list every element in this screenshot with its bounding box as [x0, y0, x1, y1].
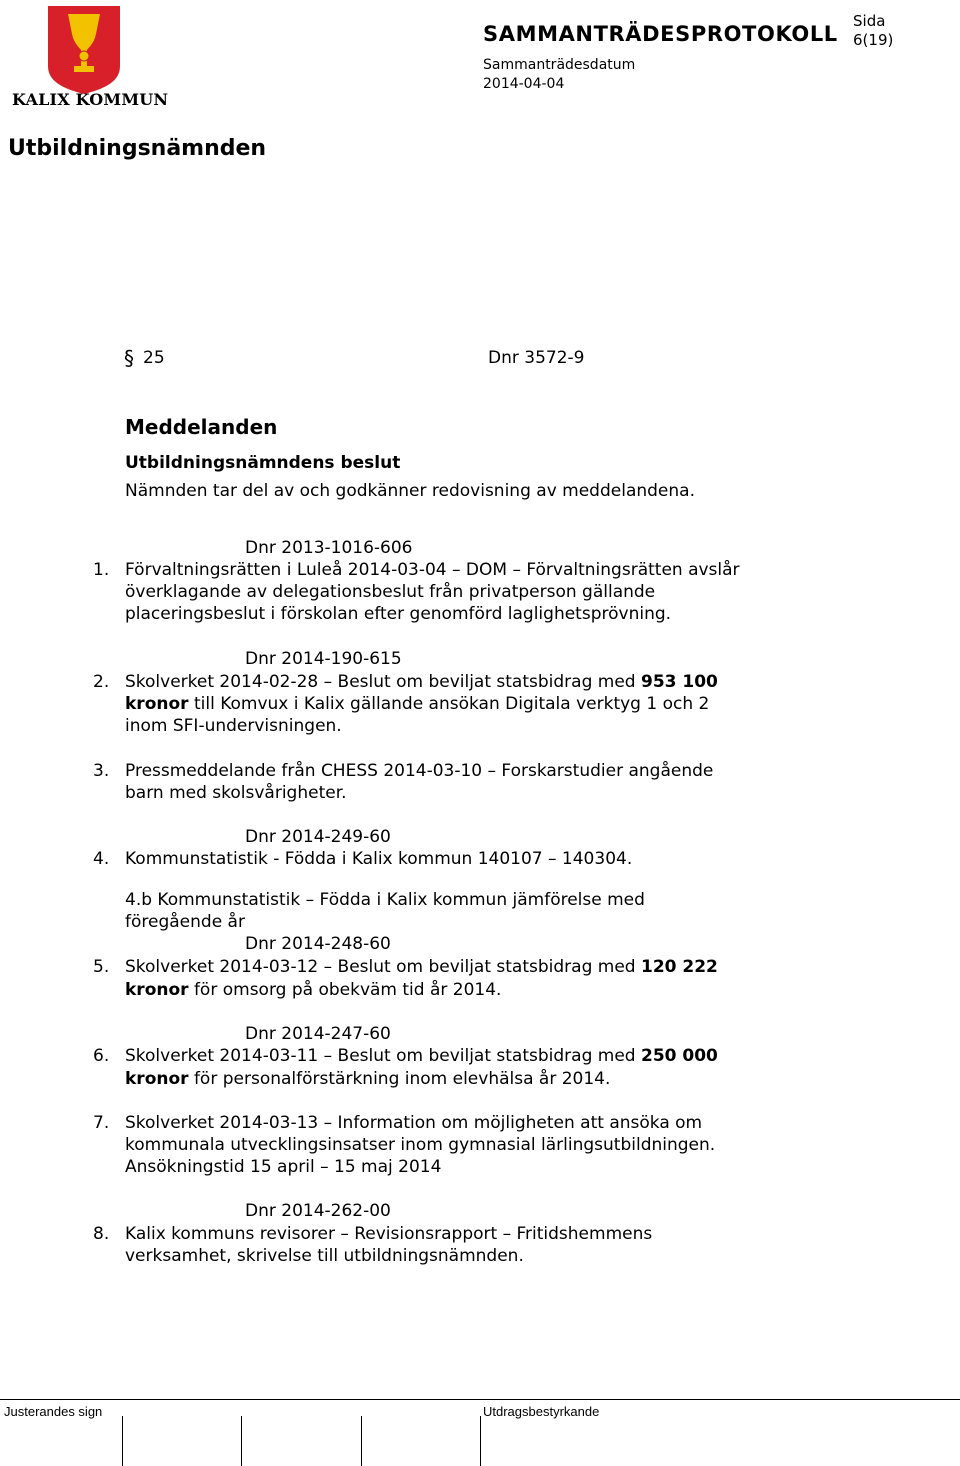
organization-name: Utbildningsnämnden — [8, 136, 267, 161]
item-1-line-2: överklagande av delegationsbeslut från privatperson gällande — [125, 582, 656, 602]
item-4-dnr: Dnr 2014-249-60 — [245, 827, 391, 847]
item-7-line-3: Ansökningstid 15 april – 15 maj 2014 — [125, 1157, 442, 1177]
item-3-line-2: barn med skolsvårigheter. — [125, 783, 347, 803]
footer-justerandes-sign: Justerandes sign — [4, 1404, 103, 1419]
municipality-logo-text: KALIX KOMMUN — [12, 90, 169, 109]
meeting-date: 2014-04-04 — [483, 76, 565, 92]
item-7-line-2: kommunala utvecklingsinsatser inom gymnasial lärlingsutbildningen. — [125, 1135, 716, 1155]
item-6-number: 6. — [93, 1046, 110, 1066]
page-label: Sida — [853, 12, 886, 30]
item-6-line-1: Skolverket 2014-03-11 – Beslut om beviljat statsbidrag med 250 000 — [125, 1046, 718, 1066]
page-number: 6(19) — [853, 31, 894, 49]
item-3-number: 3. — [93, 761, 110, 781]
paragraph-number: 25 — [143, 348, 165, 368]
item-4-number: 4. — [93, 849, 110, 869]
signature-box-divider — [361, 1416, 362, 1466]
item-7-number: 7. — [93, 1113, 110, 1133]
decision-heading: Utbildningsnämndens beslut — [125, 453, 401, 473]
item-2-line-2: kronor till Komvux i Kalix gällande ansökan Digitala verktyg 1 och 2 — [125, 694, 710, 714]
item-8-number: 8. — [93, 1224, 110, 1244]
item-7-line-1: Skolverket 2014-03-13 – Information om möjligheten att ansöka om — [125, 1113, 703, 1133]
item-1-dnr: Dnr 2013-1016-606 — [245, 538, 413, 558]
signature-box-divider — [241, 1416, 242, 1466]
decision-text: Nämnden tar del av och godkänner redovisning av meddelandena. — [125, 481, 695, 501]
item-4-line-1: Kommunstatistik - Födda i Kalix kommun 140107 – 140304. — [125, 849, 633, 869]
item-6-dnr: Dnr 2014-247-60 — [245, 1024, 391, 1044]
section-dnr: Dnr 3572-9 — [488, 348, 585, 368]
item-4b-line-2: föregående år — [125, 912, 245, 932]
item-6-amount: 250 000 — [641, 1046, 718, 1066]
item-1-line-3: placeringsbeslut i förskolan efter genomförd laglighetsprövning. — [125, 604, 672, 624]
item-8-line-2: verksamhet, skrivelse till utbildningsnämnden. — [125, 1246, 524, 1266]
item-2-line-1: Skolverket 2014-02-28 – Beslut om beviljat statsbidrag med 953 100 — [125, 672, 718, 692]
item-2-amount: 953 100 — [641, 672, 718, 692]
signature-box-divider — [480, 1416, 481, 1466]
item-2-dnr: Dnr 2014-190-615 — [245, 649, 402, 669]
footer-utdragsbestyrkande: Utdragsbestyrkande — [483, 1404, 600, 1419]
item-8-line-1: Kalix kommuns revisorer – Revisionsrapport – Fritidshemmens — [125, 1224, 653, 1244]
item-5-line-1: Skolverket 2014-03-12 – Beslut om beviljat statsbidrag med 120 222 — [125, 957, 718, 977]
document-title: SAMMANTRÄDESPROTOKOLL — [483, 22, 838, 46]
item-2-line-3: inom SFI-undervisningen. — [125, 716, 342, 736]
item-6-line-2: kronor för personalförstärkning inom elevhälsa år 2014. — [125, 1069, 611, 1089]
item-5-dnr: Dnr 2014-248-60 — [245, 934, 391, 954]
item-5-line-2: kronor för omsorg på obekväm tid år 2014. — [125, 980, 502, 1000]
item-1-line-1: Förvaltningsrätten i Luleå 2014-03-04 – DOM – Förvaltningsrätten avslår — [125, 560, 740, 580]
section-title: Meddelanden — [125, 415, 278, 439]
item-5-number: 5. — [93, 957, 110, 977]
item-1-number: 1. — [93, 560, 110, 580]
item-3-line-1: Pressmeddelande från CHESS 2014-03-10 – Forskarstudier angående — [125, 761, 714, 781]
item-5-amount: 120 222 — [641, 957, 718, 977]
signature-box-divider — [122, 1416, 123, 1466]
footer-divider — [0, 1399, 960, 1400]
item-4b-number: 4.b — [125, 890, 153, 910]
item-8-dnr: Dnr 2014-262-00 — [245, 1201, 391, 1221]
paragraph-symbol: § — [124, 346, 134, 370]
meeting-date-label: Sammanträdesdatum — [483, 57, 636, 73]
item-2-number: 2. — [93, 672, 110, 692]
item-4b-line-1: 4.b Kommunstatistik – Födda i Kalix kommun jämförelse med — [125, 890, 645, 910]
